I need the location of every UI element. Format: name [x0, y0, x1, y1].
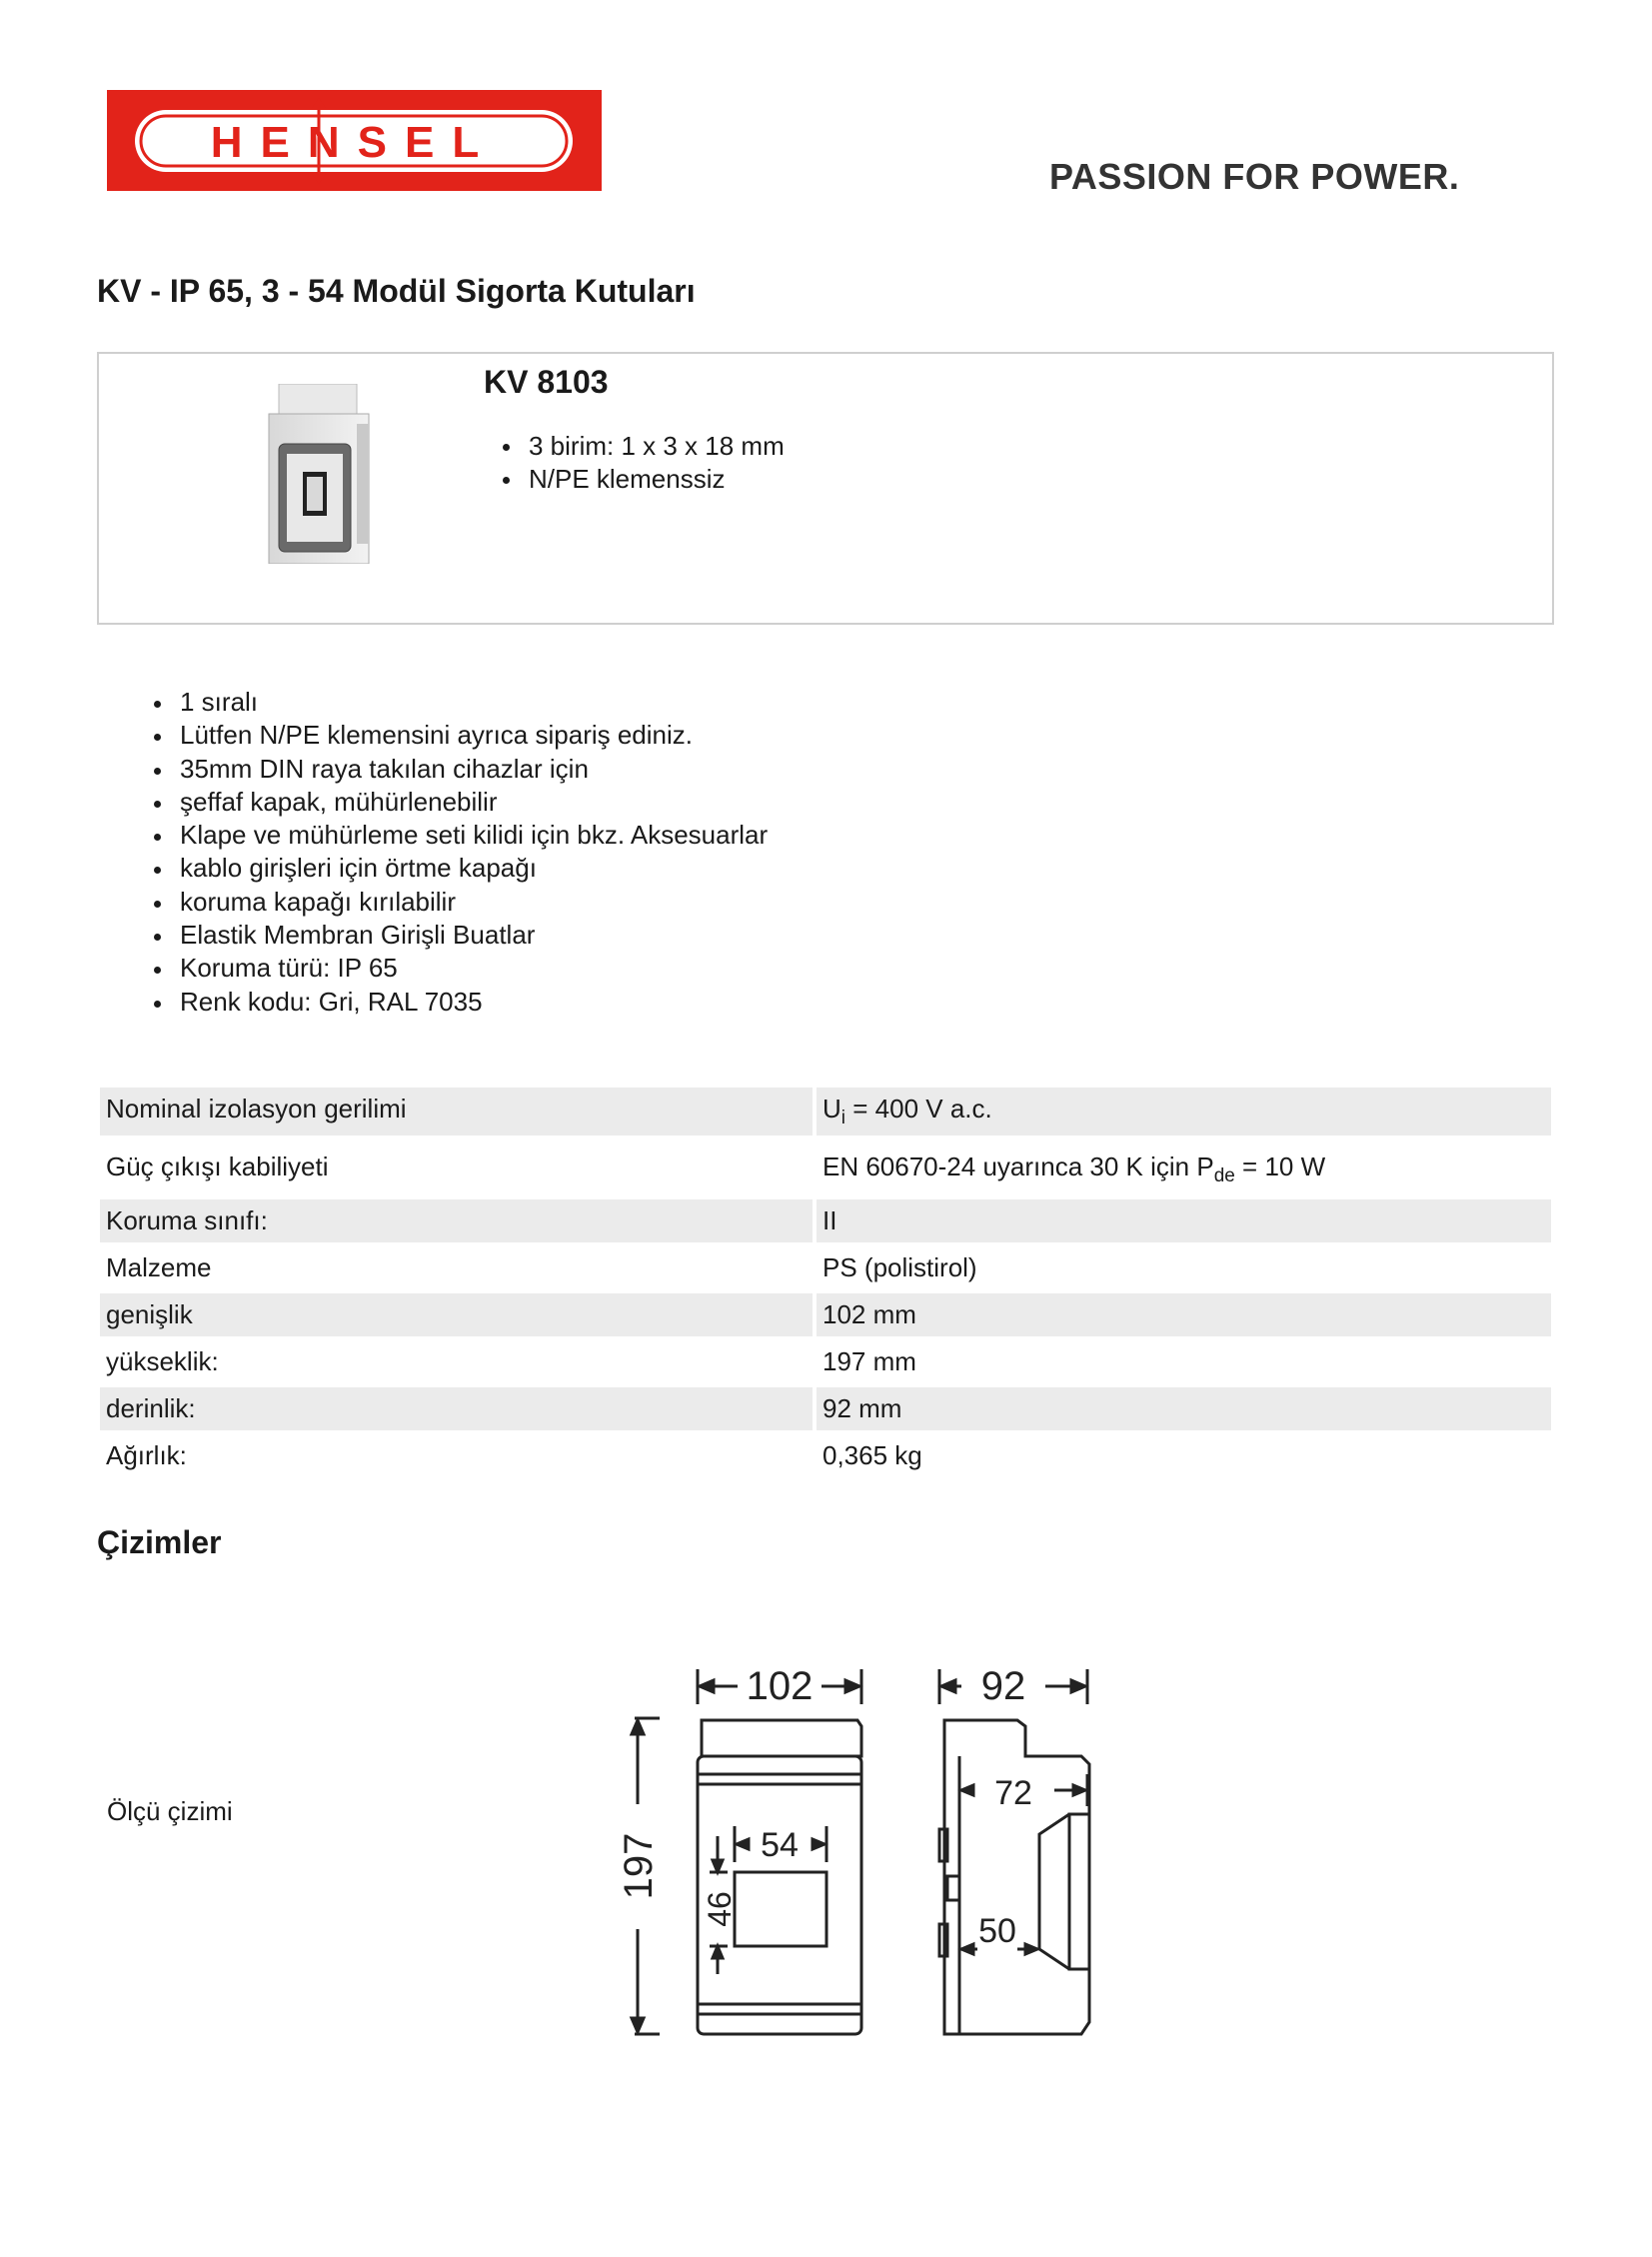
dimension-drawing: [600, 1644, 1099, 2064]
list-item: koruma kapağı kırılabilir: [180, 886, 768, 919]
list-item: Elastik Membran Girişli Buatlar: [180, 919, 768, 952]
product-box: [97, 352, 1554, 625]
spec-label: Ağırlık:: [106, 1440, 187, 1470]
list-item: 35mm DIN raya takılan cihazlar için: [180, 753, 768, 786]
list-item: 3 birim: 1 x 3 x 18 mm: [529, 431, 785, 461]
list-item: Renk kodu: Gri, RAL 7035: [180, 986, 768, 1019]
product-name: KV 8103: [484, 364, 609, 400]
spec-label: Koruma sınıfı:: [100, 1199, 813, 1242]
product-image: [239, 384, 399, 564]
spec-label: Nominal izolasyon gerilimi: [100, 1088, 813, 1135]
spec-value: PS (polistirol): [823, 1252, 977, 1282]
dim-height: 197: [617, 1832, 661, 1900]
list-item: N/PE klemenssiz: [529, 463, 785, 496]
spec-value: $U_i = 400$ V a.c.: [817, 1088, 1551, 1135]
table-row: [100, 1199, 1551, 1242]
list-item: 1 sıralı: [180, 686, 768, 719]
hensel-logo-graphic: [107, 90, 602, 191]
dim-inner-depth: 72: [994, 1774, 1032, 1812]
table-row: [100, 1246, 1551, 1289]
spec-value: 92 mm: [817, 1387, 1551, 1430]
spec-table: [100, 1084, 1551, 1481]
dim-depth: 92: [980, 1664, 1026, 1708]
list-item: kablo girişleri için örtme kapağı: [180, 852, 768, 885]
tagline: PASSION FOR POWER.: [1049, 156, 1460, 197]
table-row: [100, 1088, 1551, 1135]
spec-value: 0,365 kg: [823, 1440, 922, 1470]
table-row: [100, 1387, 1551, 1430]
spec-label: genişlik: [100, 1293, 813, 1336]
list-item: şeffaf kapak, mühürlenebilir: [180, 786, 768, 819]
table-row: [100, 1434, 1551, 1477]
spec-label: yükseklik:: [106, 1346, 219, 1376]
spec-label: derinlik:: [100, 1387, 813, 1430]
feature-list: [180, 686, 768, 1019]
spec-label: Güç çıkışı kabiliyeti: [106, 1151, 329, 1181]
page-title: KV - IP 65, 3 - 54 Modül Sigorta Kutuları: [97, 273, 696, 309]
dim-width: 102: [746, 1664, 814, 1708]
product-bullet-list: [529, 430, 785, 496]
dim-window-width: 54: [761, 1826, 799, 1864]
list-item: Klape ve mühürleme seti kilidi için bkz. Aksesuarlar: [180, 819, 768, 852]
drawing-label: Ölçü çizimi: [107, 1796, 233, 1826]
drawings-heading: Çizimler: [97, 1524, 222, 1560]
spec-value: 102 mm: [817, 1293, 1551, 1336]
list-item: Lütfen N/PE klemensini ayrıca sipariş ediniz.: [180, 719, 768, 752]
table-row: [100, 1139, 1551, 1195]
spec-label: Malzeme: [106, 1252, 212, 1282]
brand-wordmark: HENSEL: [210, 118, 498, 167]
table-row: [100, 1293, 1551, 1336]
hensel-logo: [107, 90, 602, 191]
spec-value: II: [817, 1199, 1551, 1242]
list-item: Koruma türü: IP 65: [180, 952, 768, 985]
spec-value: 197 mm: [823, 1346, 916, 1376]
spec-value: EN 60670-24 uyarınca 30 K için $P_{de} = 10$ W: [823, 1151, 1326, 1186]
dim-window-height: 46: [702, 1891, 738, 1927]
table-row: [100, 1340, 1551, 1383]
dim-inner-depth-2: 50: [978, 1912, 1016, 1950]
